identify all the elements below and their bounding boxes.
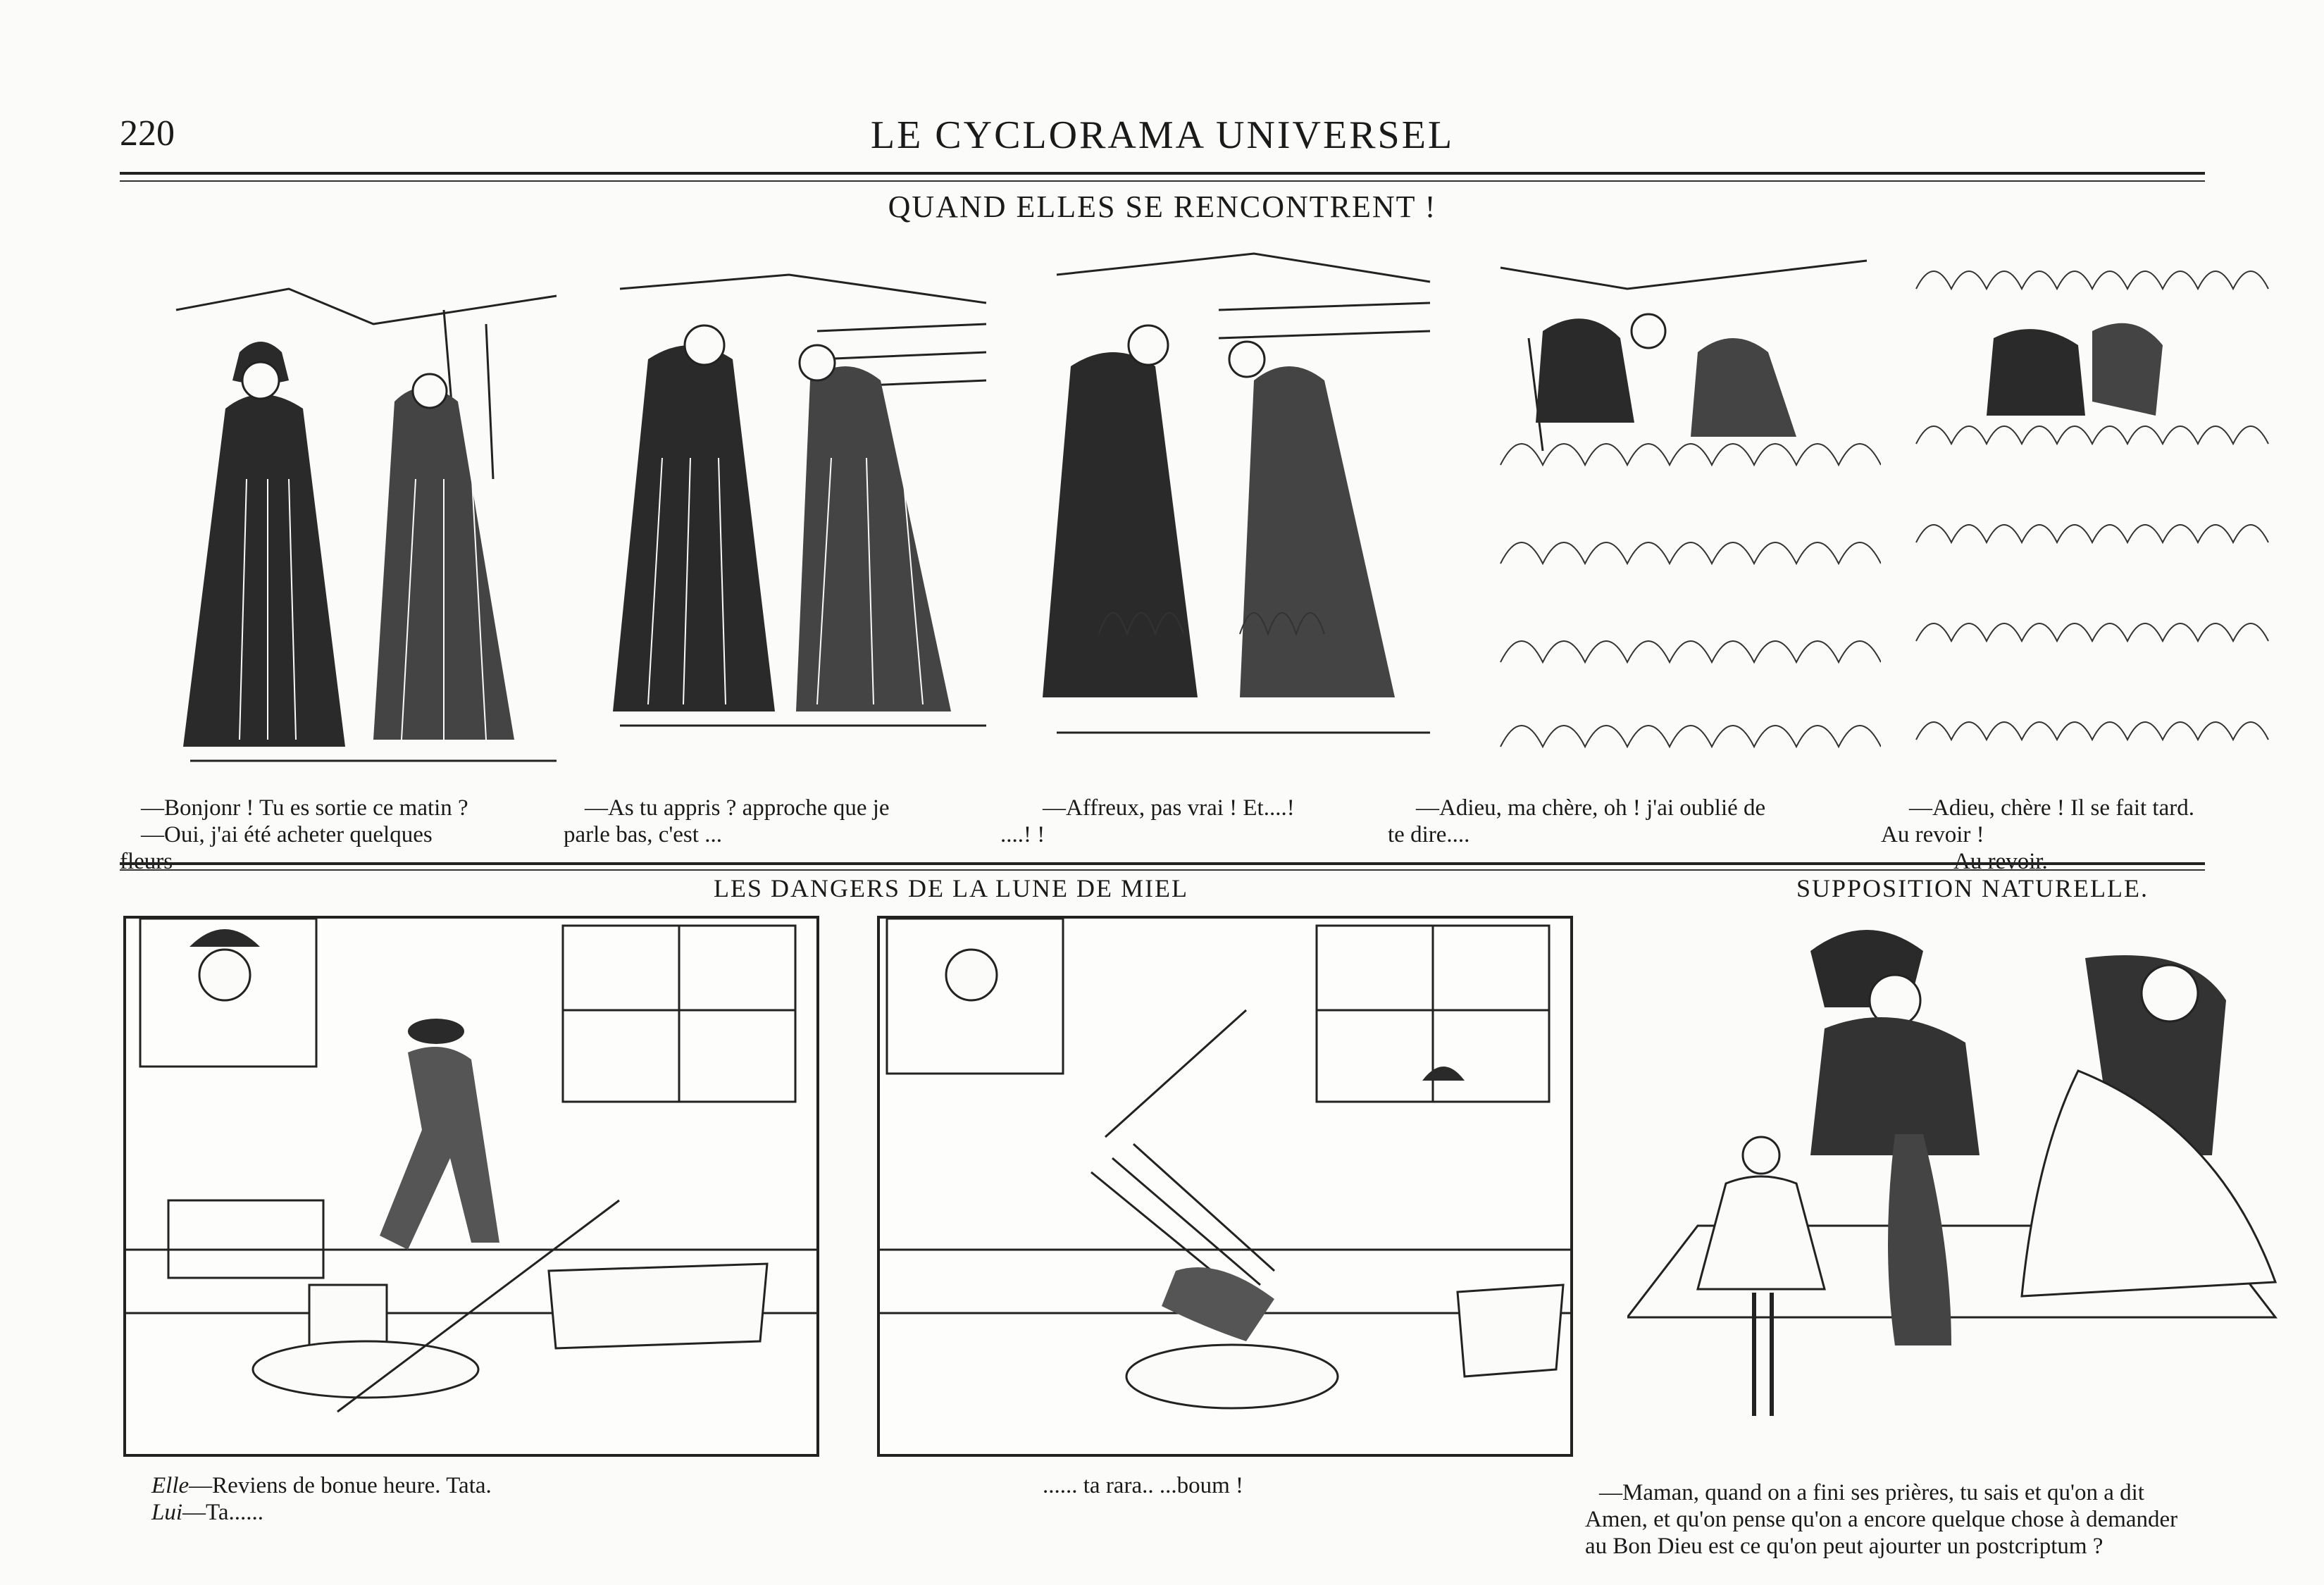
illustration-honeymoon-1 [123, 916, 819, 1457]
caption-line: —Adieu, ma chère, oh ! j'ai oublié de [1416, 795, 1766, 821]
caption-line: fleurs [120, 849, 173, 874]
caption-panel-4 [1388, 795, 1825, 848]
caption-honeymoon-2 [1043, 1472, 1465, 1499]
illustration-panel-1 [162, 268, 571, 789]
illustration-honeymoon-2 [877, 916, 1573, 1457]
speaker-lui: Lui [151, 1500, 183, 1525]
section-rule [120, 862, 2205, 865]
caption-line: te dire.... [1388, 822, 1470, 847]
speaker-elle: Elle [151, 1473, 189, 1498]
caption-line: —Reviens de bonue heure. Tata. [189, 1473, 492, 1498]
caption-line: Au revoir ! [1881, 822, 1984, 847]
strip-title-quand-elles: QUAND ELLES SE RENCONTRENT ! [888, 189, 1437, 224]
caption-line: Amen, et qu'on pense qu'on a encore quelque chose à demander [1585, 1507, 2178, 1532]
caption-supposition [1585, 1479, 2318, 1560]
strip-title-supposition: SUPPOSITION NATURELLE. [1796, 874, 2149, 902]
strip-title-lune-de-miel: LES DANGERS DE LA LUNE DE MIEL [714, 874, 1188, 902]
caption-line: au Bon Dieu est ce qu'on peut ajourter un postcriptum ? [1585, 1534, 2104, 1559]
caption-line: —Bonjonr ! Tu es sortie ce matin ? [141, 795, 468, 821]
illustration-panel-5 [1909, 232, 2275, 782]
section-rule-thin [120, 869, 2205, 871]
caption-line: ...... ta rara.. ...boum ! [1043, 1473, 1243, 1498]
caption-line: ....! ! [1000, 822, 1045, 847]
page-number: 220 [120, 113, 175, 154]
illustration-panel-4 [1486, 240, 1881, 775]
caption-panel-2 [564, 795, 972, 848]
caption-line: —Ta...... [182, 1500, 264, 1525]
running-title: LE CYCLORAMA UNIVERSEL [870, 113, 1455, 157]
caption-honeymoon-1 [151, 1472, 785, 1526]
illustration-supposition [1627, 909, 2282, 1444]
caption-line: —Au revoir. [1930, 849, 2048, 874]
caption-line: —Adieu, chère ! Il se fait tard. [1909, 795, 2194, 821]
illustration-panel-3 [1043, 240, 1444, 747]
caption-line: —Maman, quand on a fini ses prières, tu sais et qu'on a dit [1599, 1480, 2144, 1505]
caption-line: —Oui, j'ai été acheter quelques [141, 822, 433, 847]
caption-panel-3 [1000, 795, 1381, 848]
illustration-panel-2 [606, 247, 1000, 740]
header-rule [120, 172, 2205, 175]
caption-line: parle bas, c'est ... [564, 822, 722, 847]
caption-line: —Affreux, pas vrai ! Et....! [1043, 795, 1295, 821]
header-rule-thin [120, 180, 2205, 182]
caption-line: —As tu appris ? approche que je [585, 795, 890, 821]
